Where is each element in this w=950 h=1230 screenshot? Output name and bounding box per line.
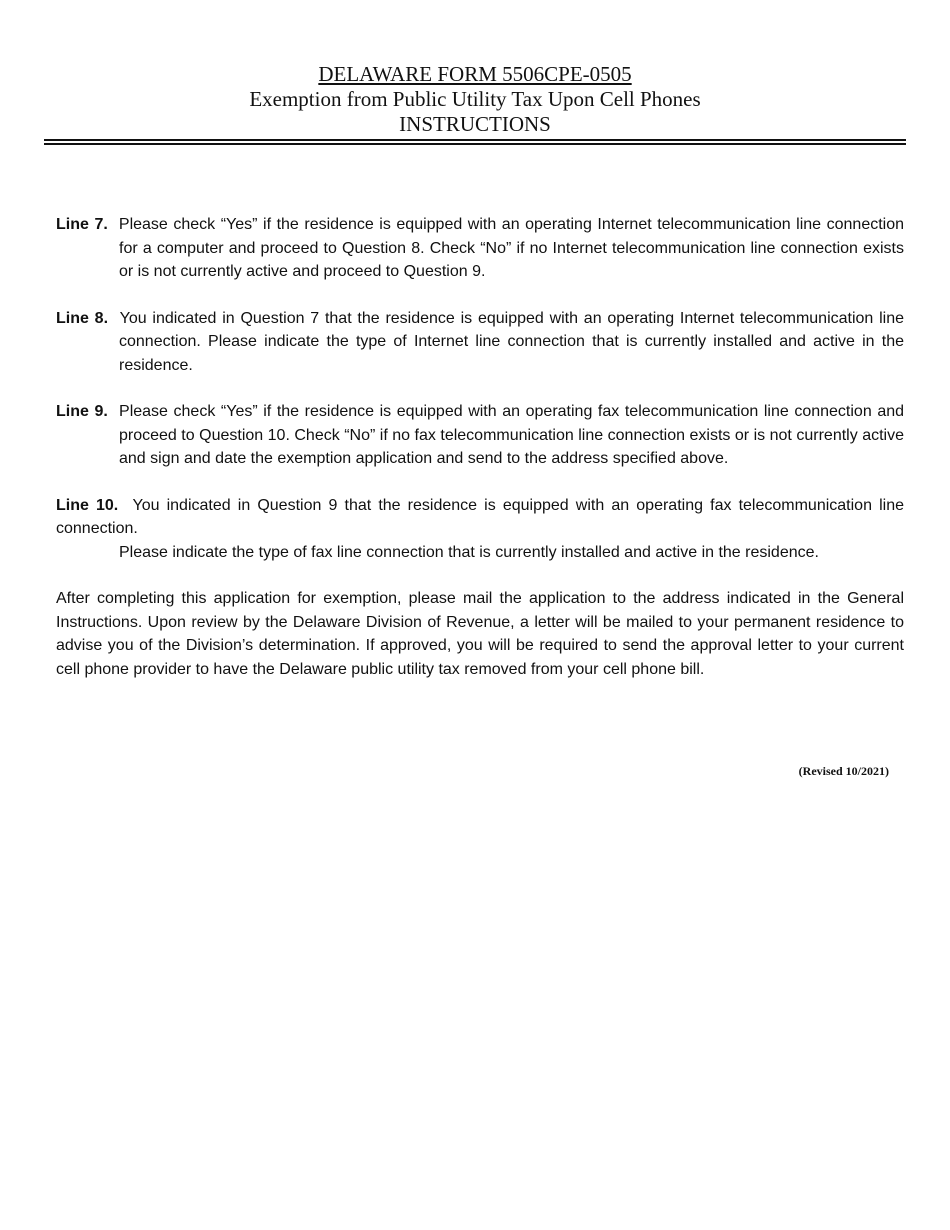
revision-date: (Revised 10/2021): [798, 764, 889, 778]
line-7-instruction: [56, 213, 904, 284]
line-9-instruction: [56, 400, 904, 471]
line-9-text: Please check “Yes” if the residence is equipped with an operating fax telecommunication line connection and proceed to Question 10. Check “No” if no fax telecommunication line connection exists or is not currently active and sign and date the exemption application and send to the address specified above.: [119, 403, 905, 467]
line-9-label: Line 9.: [56, 403, 108, 420]
line-10-text-continued: Please indicate the type of fax line connection that is currently installed and active in the residence.: [119, 543, 819, 561]
form-header: [0, 62, 950, 137]
line-8-label: Line 8.: [56, 309, 109, 327]
closing-paragraph: After completing this application for exemption, please mail the application to the address indicated in the General Instructions. Upon review by the Delaware Division of Revenue, a letter will be mailed to your permanent residence to advise you of the Division’s determination. If approved, you will be required to send the approval letter to your current cell phone provider to have the Delaware public utility tax removed from your cell phone bill.: [56, 590, 904, 678]
instructions-heading: INSTRUCTIONS: [399, 112, 551, 136]
form-title: Exemption from Public Utility Tax Upon Cell Phones: [249, 87, 701, 111]
line-10-label: Line 10.: [56, 496, 119, 514]
line-8-text: You indicated in Question 7 that the residence is equipped with an operating Internet telecommunication line connection. Please indicate the type of Internet line connection that is currently installed and active in the residence.: [119, 309, 905, 374]
header-divider: [44, 139, 906, 145]
line-7-text: Please check “Yes” if the residence is equipped with an operating Internet telecommunication line connection for a computer and proceed to Question 8. Check “No” if no Internet telecommunication line connection exists or is not currently active and proceed to Question 9.: [118, 216, 905, 280]
line-10-instruction: [56, 494, 904, 565]
line-8-instruction: [56, 307, 904, 378]
form-number: DELAWARE FORM 5506CPE-0505: [318, 62, 632, 86]
instructions-body: [56, 213, 904, 681]
line-7-label: Line 7.: [56, 216, 108, 233]
line-10-text: You indicated in Question 9 that the residence is equipped with an operating fax telecommunication line connection.: [56, 496, 904, 537]
